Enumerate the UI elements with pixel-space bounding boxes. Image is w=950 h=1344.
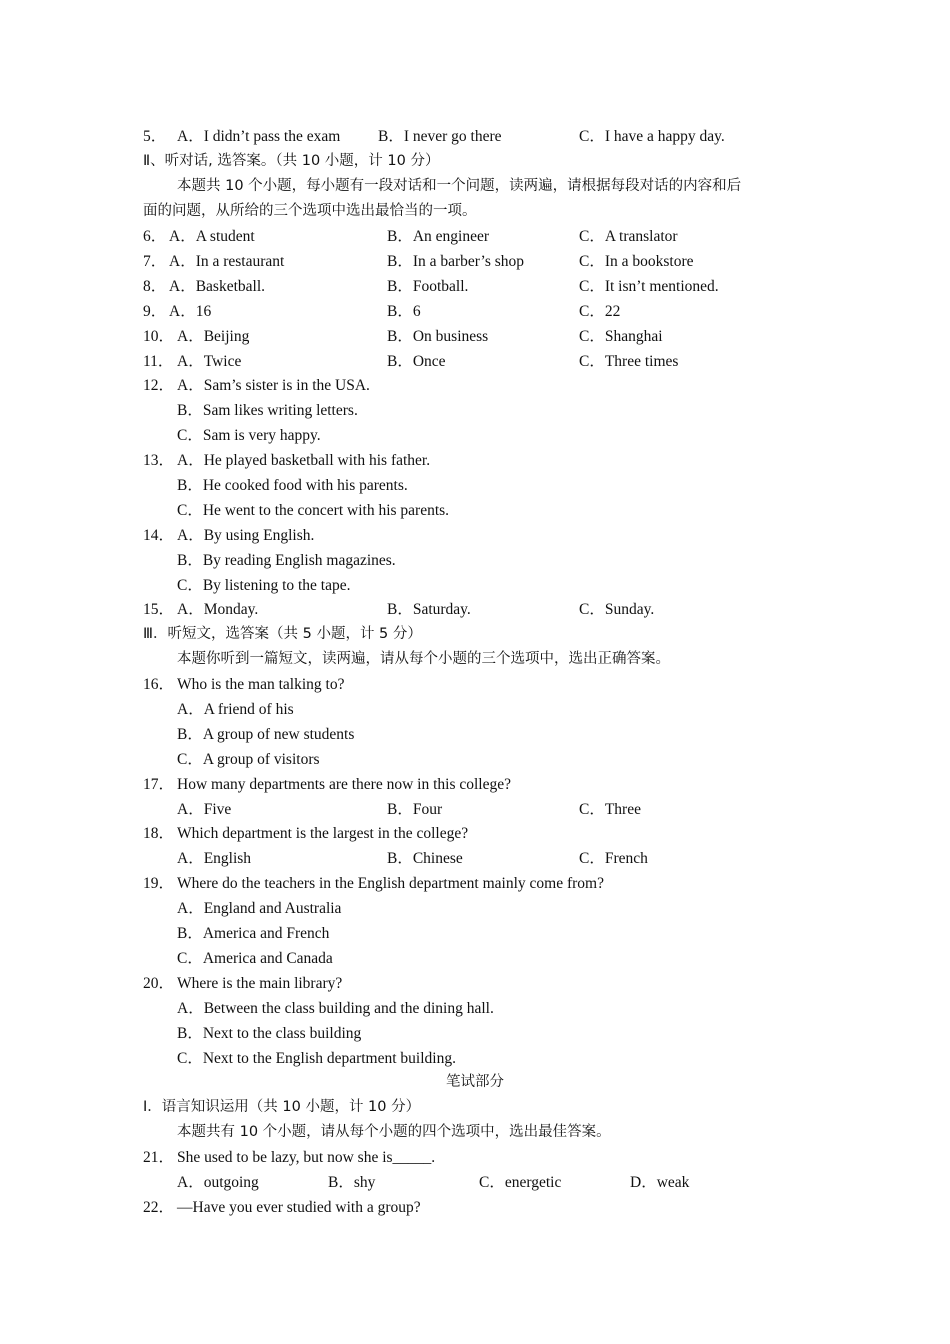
question-12 <box>143 373 830 398</box>
question-14 <box>143 523 830 548</box>
option-b: B．In a barber’s shop <box>387 253 525 270</box>
question-text: She used to be lazy, but now she is_____. <box>177 1149 436 1166</box>
option-a: A．16 <box>169 303 212 320</box>
option-c: C．Three <box>579 801 641 818</box>
option-c: C．Sam is very happy. <box>177 427 321 444</box>
option-a: A．I didn’t pass the exam <box>177 128 341 145</box>
option-b: B．On business <box>387 328 489 345</box>
option-b: B．I never go there <box>378 128 502 145</box>
option-a: A．Between the class building and the dining hall. <box>177 1000 494 1017</box>
question-text: Where is the main library? <box>177 975 343 992</box>
option-a: A．By using English. <box>177 527 315 544</box>
question-number: 18． <box>143 825 175 842</box>
option-b: B．Chinese <box>387 850 463 867</box>
question-text: Who is the man talking to? <box>177 676 345 693</box>
section-2-instruction-line2: 面的问题，从所给的三个选项中选出最恰当的一项。 <box>143 203 477 219</box>
option-b: B．A group of new students <box>177 726 355 743</box>
question-13 <box>143 448 830 473</box>
option-a: A．Twice <box>177 353 242 370</box>
question-text: How many departments are there now in this college? <box>177 776 511 793</box>
option-c: C．Three times <box>579 353 679 370</box>
option-c: C．Sunday. <box>579 601 655 618</box>
option-a: A．outgoing <box>177 1174 259 1191</box>
option-c: C．In a bookstore <box>579 253 694 270</box>
option-c: C．Next to the English department building. <box>177 1050 456 1067</box>
option-d: D．weak <box>630 1174 690 1191</box>
option-b: B．America and French <box>177 925 330 942</box>
question-10 <box>143 324 830 349</box>
question-number: 19． <box>143 875 175 892</box>
option-a: A．Basketball. <box>169 278 265 295</box>
section-3-title: Ⅲ．听短文，选答案（共 5 小题，计 5 分） <box>143 626 422 642</box>
question-21 <box>143 1145 830 1170</box>
question-number: 8． <box>143 278 167 295</box>
option-b: B．By reading English magazines. <box>177 552 396 569</box>
option-a: A．Beijing <box>177 328 250 345</box>
option-b: B．Saturday. <box>387 601 471 618</box>
option-a: A．Five <box>177 801 232 818</box>
option-a: A．Monday. <box>177 601 259 618</box>
section-3-instruction: 本题你听到一篇短文，读两遍，请从每个小题的三个选项中，选出正确答案。 <box>177 651 670 667</box>
option-a: A．A friend of his <box>177 701 294 718</box>
written-part-title: 笔试部分 <box>446 1074 504 1090</box>
question-number: 12． <box>143 377 175 394</box>
option-c: C．22 <box>579 303 621 320</box>
question-8 <box>143 274 830 299</box>
option-c: C．energetic <box>479 1174 562 1191</box>
question-number: 7． <box>143 253 167 270</box>
question-7 <box>143 249 830 274</box>
question-19 <box>143 871 830 896</box>
option-b: B．shy <box>328 1174 376 1191</box>
question-number: 13． <box>143 452 175 469</box>
option-c: C．French <box>579 850 648 867</box>
question-9 <box>143 299 830 324</box>
option-b: B．Four <box>387 801 443 818</box>
question-15 <box>143 597 830 622</box>
question-18-options <box>143 846 830 871</box>
question-number: 5． <box>143 128 167 145</box>
option-b: B．He cooked food with his parents. <box>177 477 408 494</box>
question-number: 16． <box>143 676 175 693</box>
question-number: 21． <box>143 1149 175 1166</box>
question-text: Which department is the largest in the college? <box>177 825 469 842</box>
section-2-title: Ⅱ、听对话, 选答案。（共 10 小题，计 10 分） <box>143 153 440 169</box>
option-c: C．A group of visitors <box>177 751 320 768</box>
option-a: A．England and Australia <box>177 900 342 917</box>
option-a: A．He played basketball with his father. <box>177 452 431 469</box>
question-18 <box>143 821 830 846</box>
option-a: A．A student <box>169 228 255 245</box>
question-number: 6． <box>143 228 167 245</box>
option-c: C．Shanghai <box>579 328 663 345</box>
section-2-instruction-line1: 本题共 10 个小题，每小题有一段对话和一个问题，读两遍，请根据每段对话的内容和后 <box>177 178 742 194</box>
question-number: 17． <box>143 776 175 793</box>
option-a: A．English <box>177 850 252 867</box>
question-21-options <box>143 1170 830 1195</box>
question-22 <box>143 1195 830 1220</box>
option-c: C．It isn’t mentioned. <box>579 278 719 295</box>
question-text: —Have you ever studied with a group? <box>177 1199 421 1216</box>
option-a: A．Sam’s sister is in the USA. <box>177 377 370 394</box>
question-17 <box>143 772 830 797</box>
option-b: B．Football. <box>387 278 469 295</box>
option-b: B．Sam likes writing letters. <box>177 402 358 419</box>
question-16 <box>143 672 830 697</box>
option-c: C．He went to the concert with his parents. <box>177 502 450 519</box>
question-11 <box>143 349 830 374</box>
option-c: C．By listening to the tape. <box>177 577 351 594</box>
question-number: 11． <box>143 353 174 370</box>
option-b: B．Once <box>387 353 446 370</box>
option-b: B．Next to the class building <box>177 1025 362 1042</box>
question-text: Where do the teachers in the English department mainly come from? <box>177 875 604 892</box>
option-a: A．In a restaurant <box>169 253 285 270</box>
question-6 <box>143 224 830 249</box>
question-number: 14． <box>143 527 175 544</box>
option-b: B．6 <box>387 303 421 320</box>
question-number: 15． <box>143 601 175 618</box>
option-c: C．America and Canada <box>177 950 333 967</box>
question-20 <box>143 971 830 996</box>
question-17-options <box>143 797 830 822</box>
option-c: C．A translator <box>579 228 678 245</box>
option-c: C．I have a happy day. <box>579 128 725 145</box>
question-number: 22． <box>143 1199 175 1216</box>
question-5 <box>143 124 830 149</box>
written-section-1-instruction: 本题共有 10 个小题，请从每个小题的四个选项中，选出最佳答案。 <box>177 1124 611 1140</box>
written-section-1-title: Ⅰ．语言知识运用（共 10 小题，计 10 分） <box>143 1099 421 1115</box>
question-number: 20． <box>143 975 175 992</box>
option-b: B．An engineer <box>387 228 490 245</box>
question-number: 9． <box>143 303 167 320</box>
question-number: 10． <box>143 328 175 345</box>
